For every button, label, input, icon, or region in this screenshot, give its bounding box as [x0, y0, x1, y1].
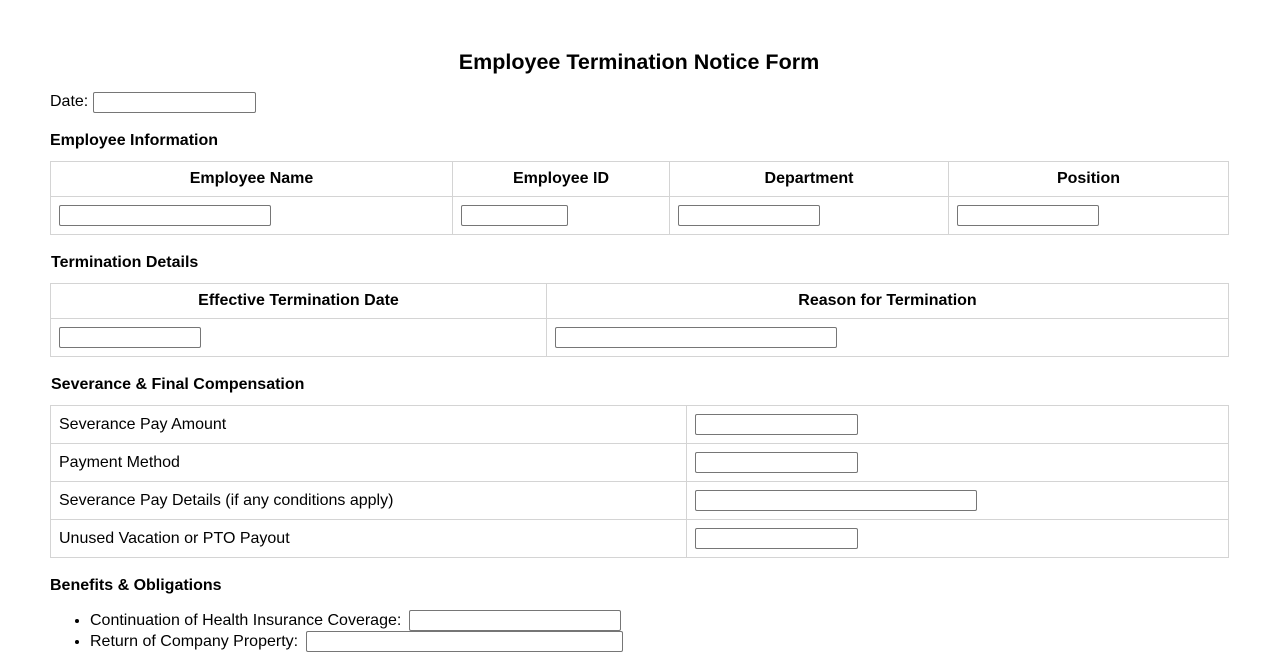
unused-vacation-pto-label: Unused Vacation or PTO Payout	[51, 520, 687, 558]
list-item	[90, 631, 623, 652]
column-header-position: Position	[949, 162, 1229, 197]
employee-id-input[interactable]	[461, 205, 568, 226]
column-header-effective-termination-date: Effective Termination Date	[51, 284, 547, 319]
unused-vacation-pto-cell	[687, 520, 1229, 558]
severance-pay-details-label: Severance Pay Details (if any conditions apply)	[51, 482, 687, 520]
payment-method-label: Payment Method	[51, 444, 687, 482]
table-header-row	[51, 162, 1229, 197]
employee-information-heading: Employee Information	[50, 132, 219, 149]
column-header-reason-for-termination: Reason for Termination	[547, 284, 1229, 319]
severance-pay-details-input[interactable]	[695, 490, 977, 511]
department-input[interactable]	[678, 205, 820, 226]
table-row	[51, 520, 1229, 558]
benefits-heading: Benefits & Obligations	[50, 577, 222, 594]
table-row	[51, 319, 1229, 357]
table-row	[51, 406, 1229, 444]
position-input[interactable]	[957, 205, 1099, 226]
column-header-employee-id: Employee ID	[453, 162, 670, 197]
return-property-label: Return of Company Property:	[90, 633, 299, 650]
table-row	[51, 444, 1229, 482]
benefits-list	[50, 610, 623, 652]
date-label: Date:	[50, 93, 89, 110]
termination-details-heading: Termination Details	[51, 254, 199, 271]
employee-name-input[interactable]	[59, 205, 271, 226]
payment-method-input[interactable]	[695, 452, 858, 473]
reason-cell	[547, 319, 1229, 357]
reason-for-termination-input[interactable]	[555, 327, 837, 348]
table-header-row	[51, 284, 1229, 319]
health-insurance-label: Continuation of Health Insurance Coverage:	[90, 612, 402, 629]
severance-pay-amount-label: Severance Pay Amount	[51, 406, 687, 444]
severance-pay-amount-cell	[687, 406, 1229, 444]
payment-method-cell	[687, 444, 1229, 482]
severance-pay-details-cell	[687, 482, 1229, 520]
unused-vacation-pto-input[interactable]	[695, 528, 858, 549]
department-cell	[670, 197, 949, 235]
severance-pay-amount-input[interactable]	[695, 414, 858, 435]
table-row	[51, 482, 1229, 520]
return-property-input[interactable]	[306, 631, 623, 652]
severance-heading: Severance & Final Compensation	[51, 376, 305, 393]
column-header-department: Department	[670, 162, 949, 197]
employee-id-cell	[453, 197, 670, 235]
table-row	[51, 197, 1229, 235]
list-item	[90, 610, 623, 631]
severance-table	[50, 405, 1229, 558]
employee-information-table	[50, 161, 1229, 235]
date-input[interactable]	[93, 92, 256, 113]
page-title: Employee Termination Notice Form	[458, 50, 820, 74]
employee-name-cell	[51, 197, 453, 235]
effective-date-cell	[51, 319, 547, 357]
termination-details-table	[50, 283, 1229, 357]
effective-termination-date-input[interactable]	[59, 327, 201, 348]
position-cell	[949, 197, 1229, 235]
health-insurance-input[interactable]	[409, 610, 621, 631]
date-row	[50, 90, 256, 114]
column-header-employee-name: Employee Name	[51, 162, 453, 197]
